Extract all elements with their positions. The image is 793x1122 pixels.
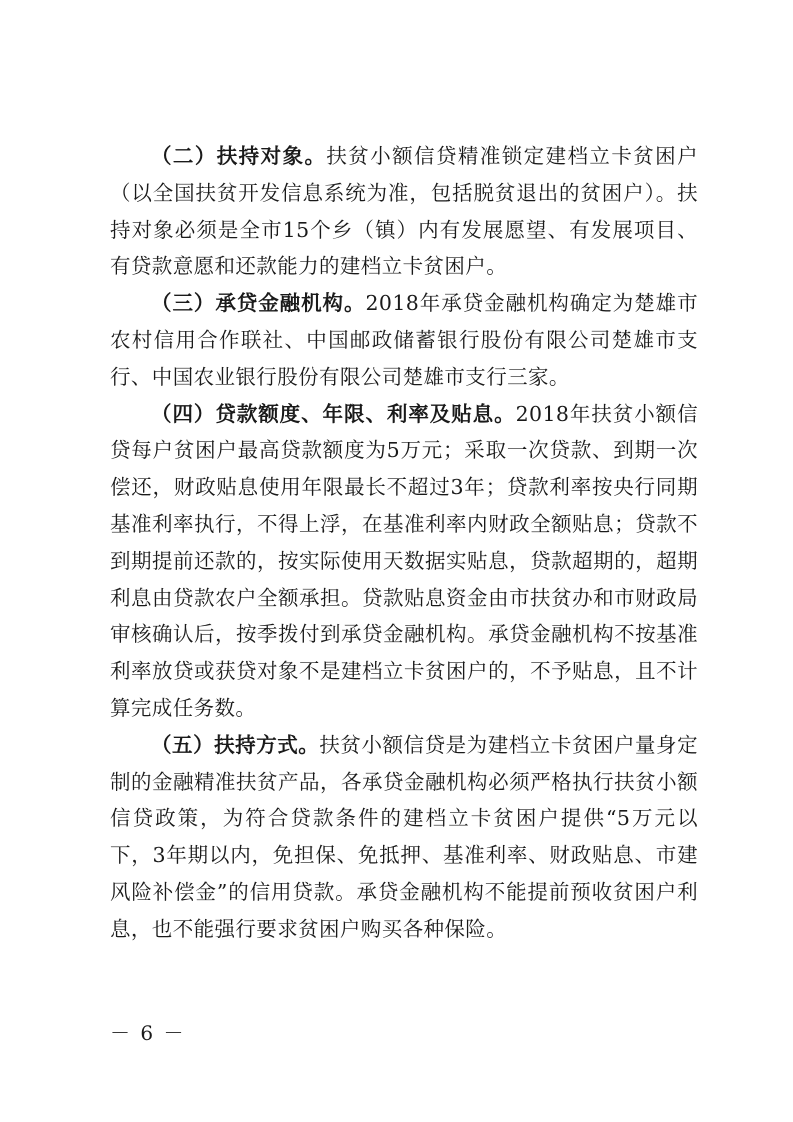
section-heading-support-targets: （二）扶持对象。: [151, 144, 327, 168]
paragraph-support-method: [110, 727, 698, 948]
section-heading-lending-institutions: （三）承贷金融机构。: [151, 291, 366, 316]
paragraph-loan-terms: [110, 396, 698, 727]
document-body: [110, 138, 698, 948]
paragraph-text-lending-institutions: 2018年承贷金融机构确定为楚雄市农村信用合作联社、中国邮政储蓄银行股份有限公司楚雄市支行、中国农业银行股份有限公司楚雄市支行三家。: [110, 291, 698, 389]
paragraph-text-support-targets: 扶贫小额信贷精准锁定建档立卡贫困户（以全国扶贫开发信息系统为准，包括脱贫退出的贫困户）。扶持对象必须是全市15个乡（镇）内有发展愿望、有发展项目、有贷款意愿和还款能力的建档立卡贫困户。: [110, 144, 698, 279]
paragraph-text-loan-terms: 2018年扶贫小额信贷每户贫困户最高贷款额度为5万元；采取一次贷款、到期一次偿还，财政贴息使用年限最长不超过3年；贷款利率按央行同期基准利率执行，不得上浮，在基准利率内财政全额贴息；贷款不到期提前还款的，按实际使用天数据实贴息，贷款超期的，超期利息由贷款农户全额承担。贷款贴息资金由市扶贫办和市财政局审核确认后，按季拨付到承贷金融机构。承贷金融机构不按基准利率放贷或获贷对象不是建档立卡贫困户的，不予贴息，且不计算完成任务数。: [110, 401, 698, 720]
section-heading-loan-terms: （四）贷款额度、年限、利率及贴息。: [151, 401, 516, 426]
page-number: － 6 －: [110, 1021, 186, 1045]
paragraph-lending-institutions: [110, 285, 698, 395]
paragraph-text-support-method: 扶贫小额信贷是为建档立卡贫困户量身定制的金融精准扶贫产品，各承贷金融机构必须严格执行扶贫小额信贷政策，为符合贷款条件的建档立卡贫困户提供“5万元以下，3年期以内，免担保、免抵押、基准利率、财政贴息、市建风险补偿金”的信用贷款。承贷金融机构不能提前预收贫困户利息，也不能强行要求贫困户购买各种保险。: [110, 732, 699, 941]
section-heading-support-method: （五）扶持方式。: [151, 732, 320, 757]
paragraph-support-targets: [110, 138, 698, 285]
